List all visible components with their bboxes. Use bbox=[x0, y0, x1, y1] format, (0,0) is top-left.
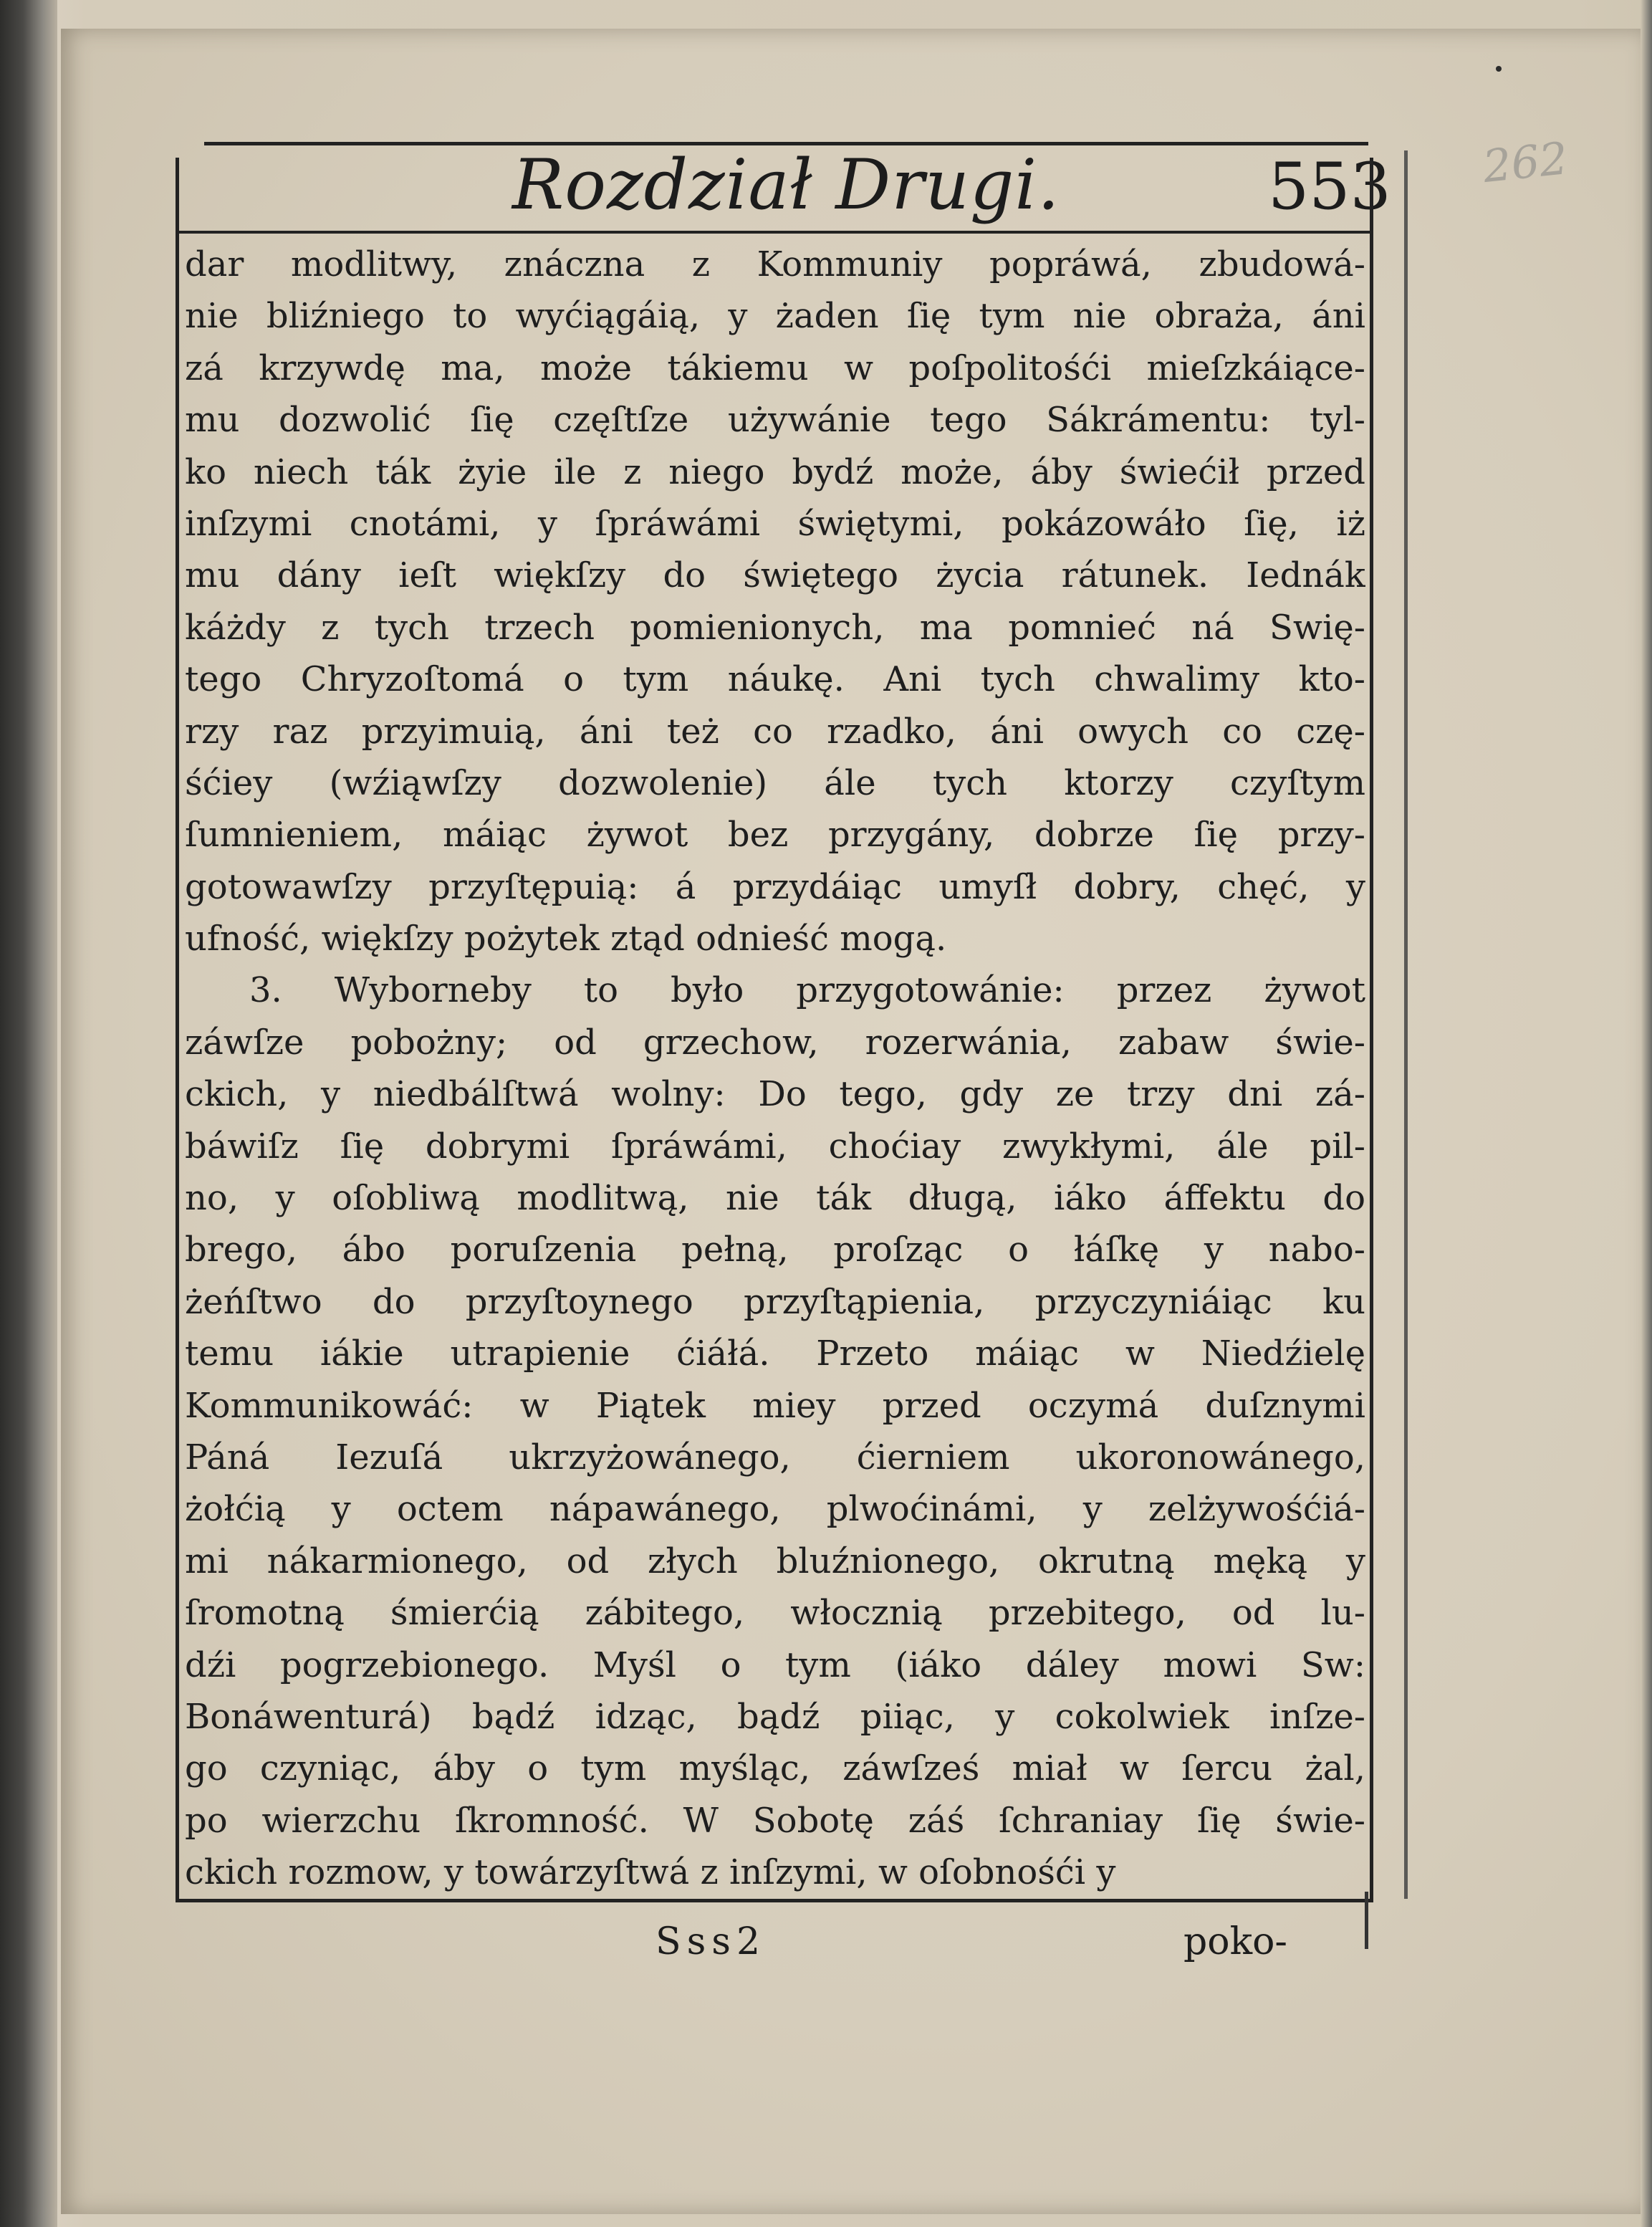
text-line: zá krzywdę ma, może tákiemu w poſpolitośći mieſzkáiące- bbox=[185, 348, 1365, 388]
text-line: tego Chryzoſtomá o tym náukę. Ani tych chwalimy kto- bbox=[185, 659, 1365, 700]
text-line: 3. Wyborneby to było przygotowánie: przez żywot bbox=[249, 970, 1365, 1011]
text-line: ckich, y niedbálſtwá wolny: Do tego, gdy ze trzy dni zá- bbox=[185, 1074, 1365, 1115]
text-line: káżdy z tych trzech pomienionych, ma pomnieć ná Swię- bbox=[185, 607, 1365, 648]
text-line: dar modlitwy, znáczna z Kommuniy popráwá, zbudowá- bbox=[185, 244, 1365, 284]
text-line: mi nákarmionego, od złych bluźnionego, okrutną męką y bbox=[185, 1541, 1365, 1581]
text-line: brego, ábo poruſzenia pełną, proſząc o łáſkę y nabo- bbox=[185, 1230, 1365, 1270]
text-line: no, y oſobliwą modlitwą, nie ták długą, iáko áffektu do bbox=[185, 1178, 1365, 1219]
text-line: ufność, więkſzy pożytek ztąd odnieść mogą. bbox=[185, 919, 947, 959]
text-line: báwiſz ſię dobrymi ſpráwámi, choćiay zwykłymi, ále pil- bbox=[185, 1126, 1365, 1167]
book-gutter bbox=[0, 0, 57, 2227]
text-line: śćiey (wźiąwſzy dozwolenie) ále tych ktorzy czyſtym bbox=[185, 762, 1365, 803]
margin-note: 262 bbox=[1480, 132, 1570, 193]
body-text bbox=[185, 239, 1365, 1899]
text-line: Kommunikowáć: w Piątek miey przed oczymá duſznymi bbox=[185, 1385, 1365, 1426]
text-line: temu iákie utrapienie ćiáłá. Przeto máiąc w Niedźielę bbox=[185, 1333, 1365, 1374]
text-line: po wierzchu ſkromność. W Sobotę záś ſchraniay ſię świe- bbox=[185, 1800, 1365, 1841]
text-line: mu dozwolić ſię częſtſze używánie tego Sákrámentu: tyl- bbox=[185, 400, 1365, 441]
text-line: mu dány ieſt więkſzy do świętego życia rátunek. Iednák bbox=[185, 555, 1365, 596]
text-line: go czyniąc, áby o tym myśląc, záwſześ miał w ſercu żal, bbox=[185, 1748, 1365, 1789]
text-line: żołćią y octem nápawánego, plwoćinámi, y zelżywośćiá- bbox=[185, 1489, 1365, 1530]
frame-tick bbox=[1365, 1892, 1368, 1949]
text-line: ko niech ták żyie ile z niego bydź może, áby świećił przed bbox=[185, 451, 1365, 492]
catchword: poko- bbox=[1183, 1920, 1287, 1963]
page-number: 553 bbox=[1268, 149, 1391, 224]
outer-margin-rule bbox=[1404, 150, 1408, 1899]
text-line: żeńſtwo do przyſtoynego przyſtąpienia, przyczyniáiąc ku bbox=[185, 1281, 1365, 1322]
ink-spot bbox=[1496, 66, 1502, 72]
text-line: nie bliźniego to wyćiągáią, y żaden ſię tym nie obraża, áni bbox=[185, 296, 1365, 337]
text-line: záwſze pobożny; od grzechow, rozerwánia, zabaw świe- bbox=[185, 1022, 1365, 1063]
page-title: Rozdział Drugi. bbox=[512, 145, 1060, 225]
signature-mark: Sss2 bbox=[655, 1920, 767, 1963]
text-line: ſromotną śmierćią zábitego, włocznią przebitego, od lu- bbox=[185, 1593, 1365, 1634]
text-line: dźi pogrzebionego. Myśl o tym (iáko dáley mowi Sw: bbox=[185, 1644, 1365, 1685]
text-line: Páná Iezuſá ukrzyżowánego, ćierniem ukoronowánego, bbox=[185, 1437, 1365, 1478]
text-line: Bonáwenturá) bądź idząc, bądź piiąc, y cokolwiek inſze- bbox=[185, 1696, 1365, 1737]
text-line: gotowawſzy przyſtępuią: á przydáiąc umyſł dobry, chęć, y bbox=[185, 866, 1365, 907]
text-line: rzy raz przyimuią, áni też co rzadko, áni owych co czę- bbox=[185, 711, 1365, 752]
text-line: inſzymi cnotámi, y ſpráwámi świętymi, pokázowáło ſię, iż bbox=[185, 503, 1365, 544]
text-line: ſumnieniem, máiąc żywot bez przygány, dobrze ſię przy- bbox=[185, 815, 1365, 856]
text-line: ckich rozmow, y towárzyſtwá z inſzymi, w oſobnośći y bbox=[185, 1852, 1116, 1893]
